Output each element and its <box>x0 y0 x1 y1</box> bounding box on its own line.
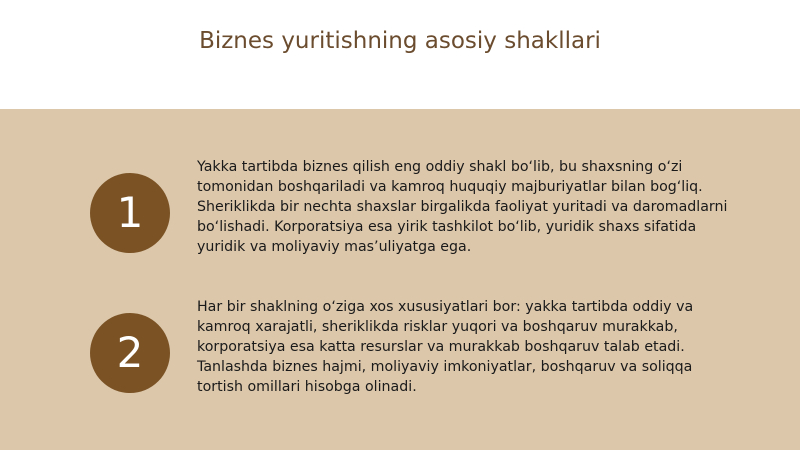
slide-title: Biznes yuritishning asosiy shakllari <box>199 28 601 54</box>
number-badge-1: 1 <box>90 173 170 253</box>
slide-header <box>0 0 800 109</box>
paragraph-1: Yakka tartibda biznes qilish eng oddiy shakl bo‘lib, bu shaxsning o‘zi tomonidan boshqariladi va kamroq huquqiy majburiyatlar bilan bog‘liq. Sheriklikda bir nechta shaxslar birgalikda faoliyat yuritadi va daromadlarni bo‘lishadi. Korporatsiya esa yirik tashkilot bo‘lib, yuridik shaxs sifatida yuridik va moliyaviy mas’uliyatga ega. <box>197 159 728 255</box>
number-badge-2: 2 <box>90 313 170 393</box>
paragraph-2: Har bir shaklning o‘ziga xos xususiyatlari bor: yakka tartibda oddiy va kamroq xarajatli, sheriklikda risklar yuqori va boshqaruv murakkab, korporatsiya esa katta resurslar va murakkab boshqaruv talab etadi. Tanlashda biznes hajmi, moliyaviy imkoniyatlar, boshqaruv va soliqqa tortish omillari hisobga olinadi. <box>197 299 694 395</box>
